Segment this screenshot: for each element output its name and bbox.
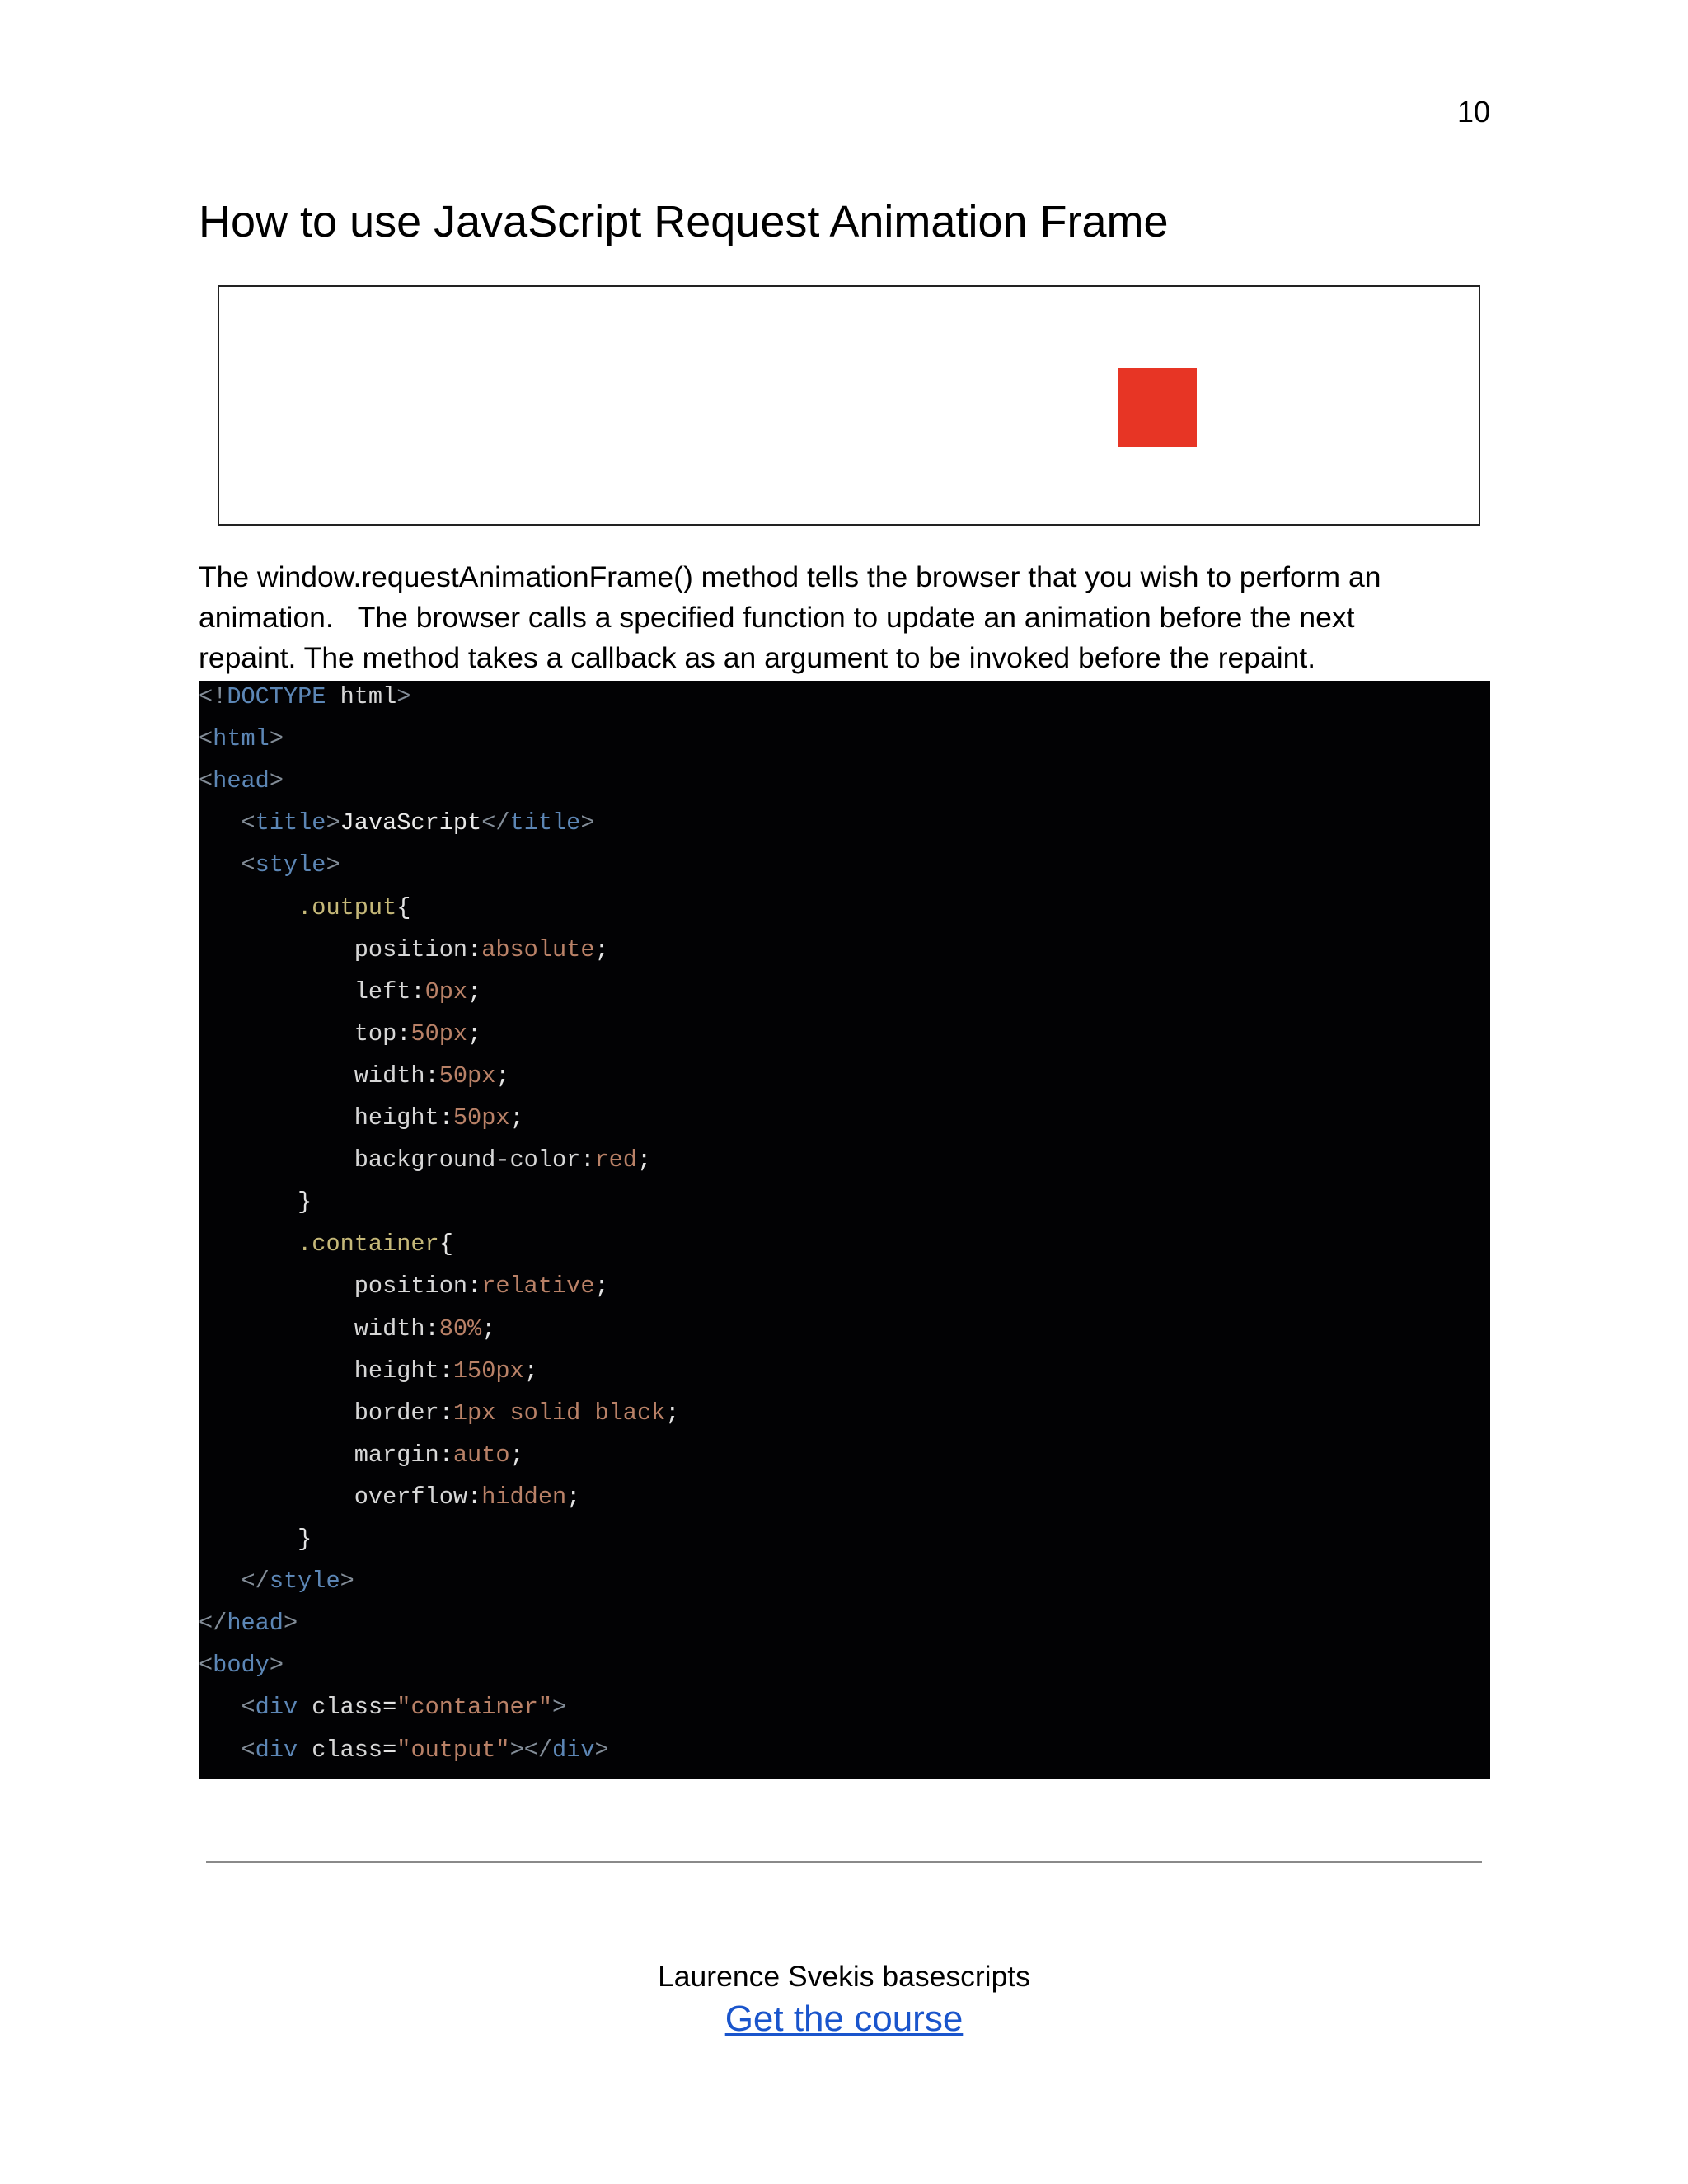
code-line	[199, 1481, 580, 1514]
code-token: ;	[495, 1062, 510, 1090]
code-token: ;	[594, 1272, 609, 1301]
code-token: body	[213, 1652, 270, 1680]
code-token: position	[354, 1272, 468, 1301]
code-token: html	[326, 683, 397, 710]
code-token: style	[255, 851, 326, 879]
code-line	[199, 1144, 651, 1177]
animation-demo-container	[218, 285, 1480, 526]
code-line	[199, 1186, 312, 1219]
code-token: 0px	[424, 977, 468, 1005]
code-line	[199, 1270, 609, 1303]
code-token: "output"	[396, 1736, 510, 1764]
code-token: <	[199, 767, 213, 795]
code-token: ></	[509, 1736, 553, 1764]
code-line	[199, 1439, 524, 1472]
code-token: 150px	[452, 1357, 524, 1385]
code-line	[199, 807, 595, 840]
footer-link-wrap	[0, 1997, 1688, 2041]
code-token: hidden	[481, 1483, 567, 1511]
intro-line: animation. The browser calls a specified function to update an animation before the next	[199, 601, 1355, 634]
code-token: absolute	[481, 935, 595, 963]
code-token: head	[213, 767, 270, 795]
code-token: DOCTYPE	[227, 683, 326, 710]
code-token: >	[580, 809, 595, 837]
code-token	[199, 1399, 354, 1427]
code-line	[199, 765, 284, 798]
code-token: title	[255, 809, 326, 837]
code-token	[199, 1526, 298, 1553]
code-line	[199, 1355, 538, 1388]
code-token: </	[481, 809, 510, 837]
intro-line: repaint. The method takes a callback as an argument to be invoked before the repaint.	[199, 641, 1316, 674]
code-token: :	[467, 1272, 482, 1301]
code-token: 50px	[438, 1062, 496, 1090]
code-token: html	[213, 725, 270, 753]
code-line	[199, 1018, 481, 1051]
code-token: ;	[665, 1399, 680, 1427]
code-token: >	[269, 1652, 284, 1680]
code-token: left	[354, 977, 411, 1005]
code-token: border	[354, 1399, 439, 1427]
code-token	[199, 1230, 298, 1258]
code-token	[199, 1694, 241, 1721]
code-token: >	[269, 725, 284, 753]
code-token: overflow	[354, 1483, 468, 1511]
code-token: auto	[452, 1441, 510, 1469]
code-token: <	[241, 1694, 256, 1722]
code-token: <	[241, 851, 256, 879]
code-token: position	[354, 935, 468, 963]
code-token	[199, 1483, 354, 1511]
code-line	[199, 892, 410, 925]
code-token: .output	[298, 893, 397, 921]
code-token: ;	[509, 1104, 524, 1132]
code-token: :	[438, 1104, 453, 1132]
code-token	[199, 1736, 241, 1764]
code-token: >	[326, 809, 340, 837]
code-token: height	[354, 1104, 439, 1132]
code-token: JavaScript	[340, 809, 482, 837]
code-token: class	[298, 1736, 383, 1764]
code-token	[199, 1104, 354, 1132]
code-token: >	[396, 683, 411, 710]
footer-author: Laurence Svekis basescripts	[658, 1960, 1030, 1993]
code-token: "container"	[396, 1694, 553, 1722]
code-token: :	[438, 1357, 453, 1385]
code-token	[199, 936, 354, 963]
code-token: :	[396, 1019, 411, 1047]
code-token: class	[298, 1694, 383, 1722]
code-line	[199, 723, 284, 756]
code-token: :	[424, 1062, 439, 1090]
code-token: margin	[354, 1441, 439, 1469]
code-token: title	[509, 809, 581, 837]
code-token	[199, 1020, 354, 1047]
code-token: head	[227, 1610, 284, 1638]
code-token: :	[424, 1315, 439, 1343]
code-token: >	[594, 1736, 609, 1764]
code-line	[199, 1228, 453, 1261]
code-token	[199, 978, 354, 1005]
code-token	[199, 1272, 354, 1300]
code-token: >	[552, 1694, 567, 1722]
code-token: >	[340, 1568, 354, 1596]
code-token: :	[438, 1399, 453, 1427]
code-token: style	[269, 1568, 340, 1596]
code-line	[199, 849, 340, 882]
code-token: relative	[481, 1272, 595, 1301]
code-token: :	[410, 977, 425, 1005]
code-line	[199, 1313, 495, 1346]
code-token: width	[354, 1062, 425, 1090]
code-token: 50px	[410, 1019, 468, 1047]
code-token	[199, 1441, 354, 1469]
animated-red-box	[1118, 368, 1197, 447]
code-token: top	[354, 1019, 397, 1047]
code-token: background-color	[354, 1146, 581, 1174]
code-token: ;	[636, 1146, 652, 1174]
code-token: 80%	[438, 1315, 482, 1343]
code-line	[199, 1649, 284, 1682]
code-token: }	[298, 1526, 312, 1553]
code-line	[199, 1691, 566, 1724]
code-token: ;	[467, 977, 482, 1005]
code-token: <	[241, 809, 256, 837]
code-token: 1px solid black	[452, 1399, 666, 1427]
code-token: <	[199, 1652, 213, 1680]
code-line	[199, 1397, 679, 1430]
code-token: .container	[298, 1230, 439, 1258]
code-token	[199, 1146, 354, 1174]
code-token: div	[255, 1694, 298, 1722]
code-token	[199, 1188, 298, 1216]
code-token	[199, 1357, 354, 1385]
code-token: ;	[566, 1483, 581, 1511]
footer-divider	[206, 1861, 1482, 1863]
code-token: ;	[523, 1357, 538, 1385]
code-line	[199, 1734, 609, 1767]
code-token: :	[467, 1483, 482, 1511]
code-token	[199, 851, 241, 879]
code-token: =	[382, 1694, 397, 1722]
code-token: ;	[509, 1441, 524, 1469]
code-token: ;	[467, 1019, 482, 1047]
code-token	[199, 809, 241, 837]
code-token: :	[580, 1146, 595, 1174]
code-token: height	[354, 1357, 439, 1385]
code-token: ;	[594, 935, 609, 963]
intro-paragraph	[199, 557, 1493, 678]
code-line	[199, 1565, 354, 1598]
get-the-course-link[interactable]: Get the course	[724, 1999, 964, 2039]
code-token	[199, 1062, 354, 1090]
code-token: width	[354, 1315, 425, 1343]
code-block	[199, 681, 1490, 1779]
code-token: {	[396, 893, 411, 921]
code-token: div	[552, 1736, 595, 1764]
code-line	[199, 1102, 524, 1135]
code-line	[199, 934, 609, 967]
page-number: 10	[1456, 95, 1490, 129]
code-token: >	[283, 1610, 298, 1638]
code-token: <	[241, 1736, 256, 1764]
code-token: 50px	[452, 1104, 510, 1132]
code-token: =	[382, 1736, 397, 1764]
code-token: >	[269, 767, 284, 795]
code-token: :	[438, 1441, 453, 1469]
intro-line: The window.requestAnimationFrame() method tells the browser that you wish to perform an	[199, 560, 1381, 593]
code-token: </	[241, 1568, 270, 1596]
code-token: <	[199, 725, 213, 753]
code-token: ;	[481, 1315, 496, 1343]
code-token: {	[438, 1230, 453, 1258]
code-line	[199, 1607, 298, 1640]
code-token: >	[326, 851, 340, 879]
code-token: <!	[199, 683, 227, 710]
code-line	[199, 1523, 312, 1556]
code-line	[199, 976, 481, 1009]
code-token: red	[594, 1146, 637, 1174]
code-line	[199, 1060, 510, 1093]
code-line	[199, 681, 410, 714]
code-token	[199, 1315, 354, 1343]
page-title: How to use JavaScript Request Animation Frame	[199, 197, 1169, 246]
code-token: div	[255, 1736, 298, 1764]
code-token: }	[298, 1188, 312, 1216]
code-token	[199, 894, 298, 921]
code-token	[199, 1568, 241, 1595]
code-token: </	[199, 1610, 227, 1638]
code-token: :	[467, 935, 482, 963]
